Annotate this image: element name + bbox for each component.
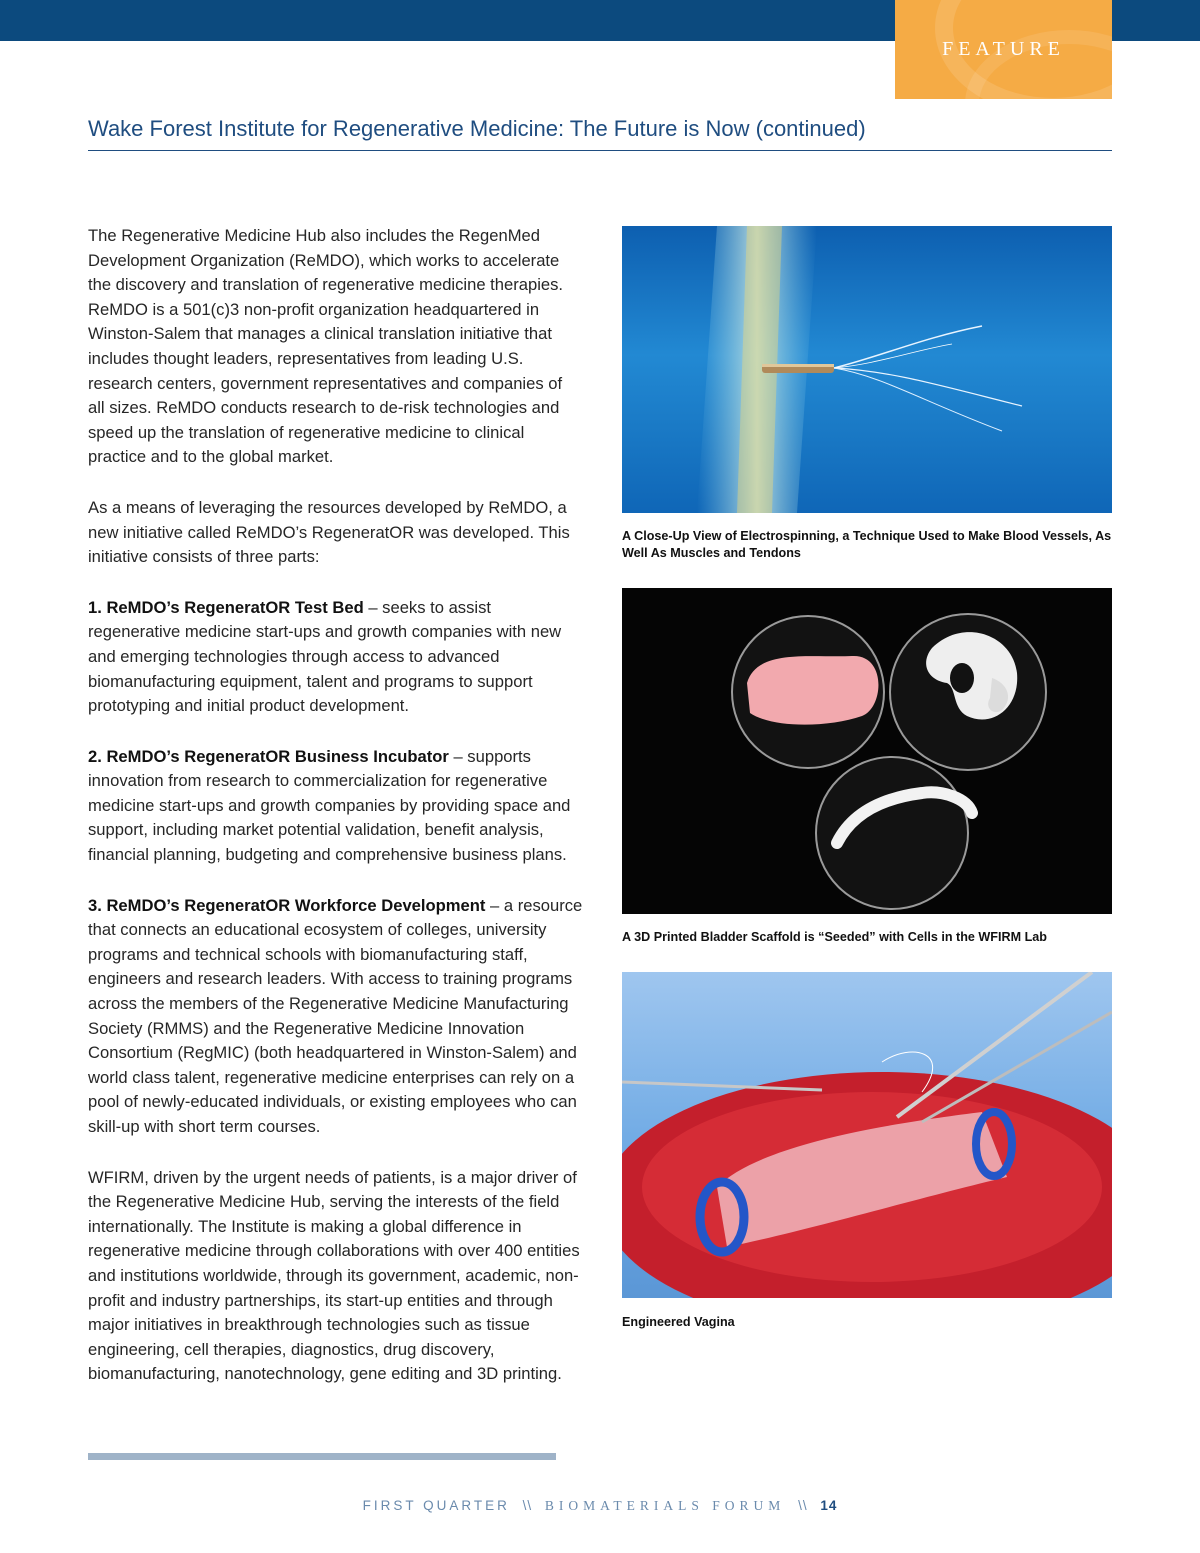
list-item-title: 1. ReMDO’s RegeneratOR Test Bed bbox=[88, 597, 364, 617]
petri-dish-illustration bbox=[622, 588, 1112, 914]
column-end-rule bbox=[88, 1453, 556, 1460]
list-item bbox=[88, 745, 583, 868]
petri-dish-photo bbox=[622, 588, 1112, 914]
paragraph: WFIRM, driven by the urgent needs of patients, is a major driver of the Regenerative Medicine Hub, serving the interests of the field internationally. The Institute is making a global difference in regenerative medicine through collaborations with over 400 entities and institutions worldwide, through its government, academic, non-profit and industry partnerships, its start-up entities and through major initiatives in breakthrough technologies such as tissue engineering, cell therapies, diagnostics, drug discovery, biomanufacturing, nanotechnology, gene editing and 3D printing. bbox=[88, 1167, 580, 1384]
list-item bbox=[88, 894, 583, 1140]
list-item-text: – seeks to assist regenerative medicine start-ups and growth companies with new and emerging technologies through access to advanced biomanufacturing equipment, talent and programs to support prototyping and initial product development. bbox=[88, 597, 562, 716]
figure-caption: A 3D Printed Bladder Scaffold is “Seeded” with Cells in the WFIRM Lab bbox=[622, 930, 1047, 944]
list-item-title: 2. ReMDO’s RegeneratOR Business Incubator bbox=[88, 746, 449, 766]
figure-caption: Engineered Vagina bbox=[622, 1315, 735, 1329]
feature-tab bbox=[895, 0, 1112, 99]
list-item-title: 3. ReMDO’s RegeneratOR Workforce Development bbox=[88, 895, 486, 915]
footer-publication: BIOMATERIALS FORUM bbox=[544, 1498, 786, 1513]
title-divider bbox=[88, 150, 1112, 151]
footer-separator: \\ bbox=[522, 1498, 533, 1513]
page-number: 14 bbox=[820, 1498, 838, 1513]
article-body bbox=[88, 224, 583, 1413]
list-item-text: – a resource that connects an educational ecosystem of colleges, university programs and technical schools with biomanufacturing staff, engineers and research leaders. With access to training programs across the members of the Regenerative Medicine Manufacturing Society (RMMS) and the Regenerative Medicine Innovation Consortium (RegMIC) (both headquartered in Winston-Salem) and world class talent, regenerative medicine enterprises can rely on a pool of newly-educated individuals, or existing employees who can skill-up with short term courses. bbox=[88, 895, 583, 1136]
page-title: Wake Forest Institute for Regenerative Medicine: The Future is Now (continued) bbox=[88, 116, 866, 141]
feature-label: FEATURE bbox=[942, 38, 1065, 60]
footer-quarter: FIRST QUARTER bbox=[362, 1498, 510, 1513]
paragraph: As a means of leveraging the resources developed by ReMDO, a new initiative called ReMDO’s RegeneratOR was developed. This initiative consists of three parts: bbox=[88, 497, 570, 567]
page-footer bbox=[0, 1498, 1200, 1514]
electrospinning-illustration bbox=[622, 226, 1112, 513]
electrospinning-photo bbox=[622, 226, 1112, 513]
paragraph: The Regenerative Medicine Hub also includes the RegenMed Development Organization (ReMDO), which works to accelerate the discovery and translation of regenerative medicine therapies. ReMDO is a 501(c)3 non-profit organization headquartered in Winston-Salem that manages a clinical translation initiative that includes thought leaders, representatives from leading U.S. research centers, government representatives and companies of all sizes. ReMDO conducts research to de-risk technologies and speed up the translation of regenerative medicine to clinical practice and to the global market. bbox=[88, 226, 564, 467]
footer-separator: \\ bbox=[798, 1498, 808, 1513]
engineered-tissue-photo bbox=[622, 972, 1112, 1298]
engineered-tissue-illustration bbox=[622, 972, 1112, 1298]
list-item-text: – supports innovation from research to commercialization for regenerative medicine start-ups and growth companies by providing space and support, including market potential validation, benefit analysis, financial planning, budgeting and comprehensive business plans. bbox=[88, 746, 571, 865]
list-item bbox=[88, 596, 583, 719]
figure-caption: A Close-Up View of Electrospinning, a Technique Used to Make Blood Vessels, As Well As Muscles and Tendons bbox=[622, 529, 1112, 560]
